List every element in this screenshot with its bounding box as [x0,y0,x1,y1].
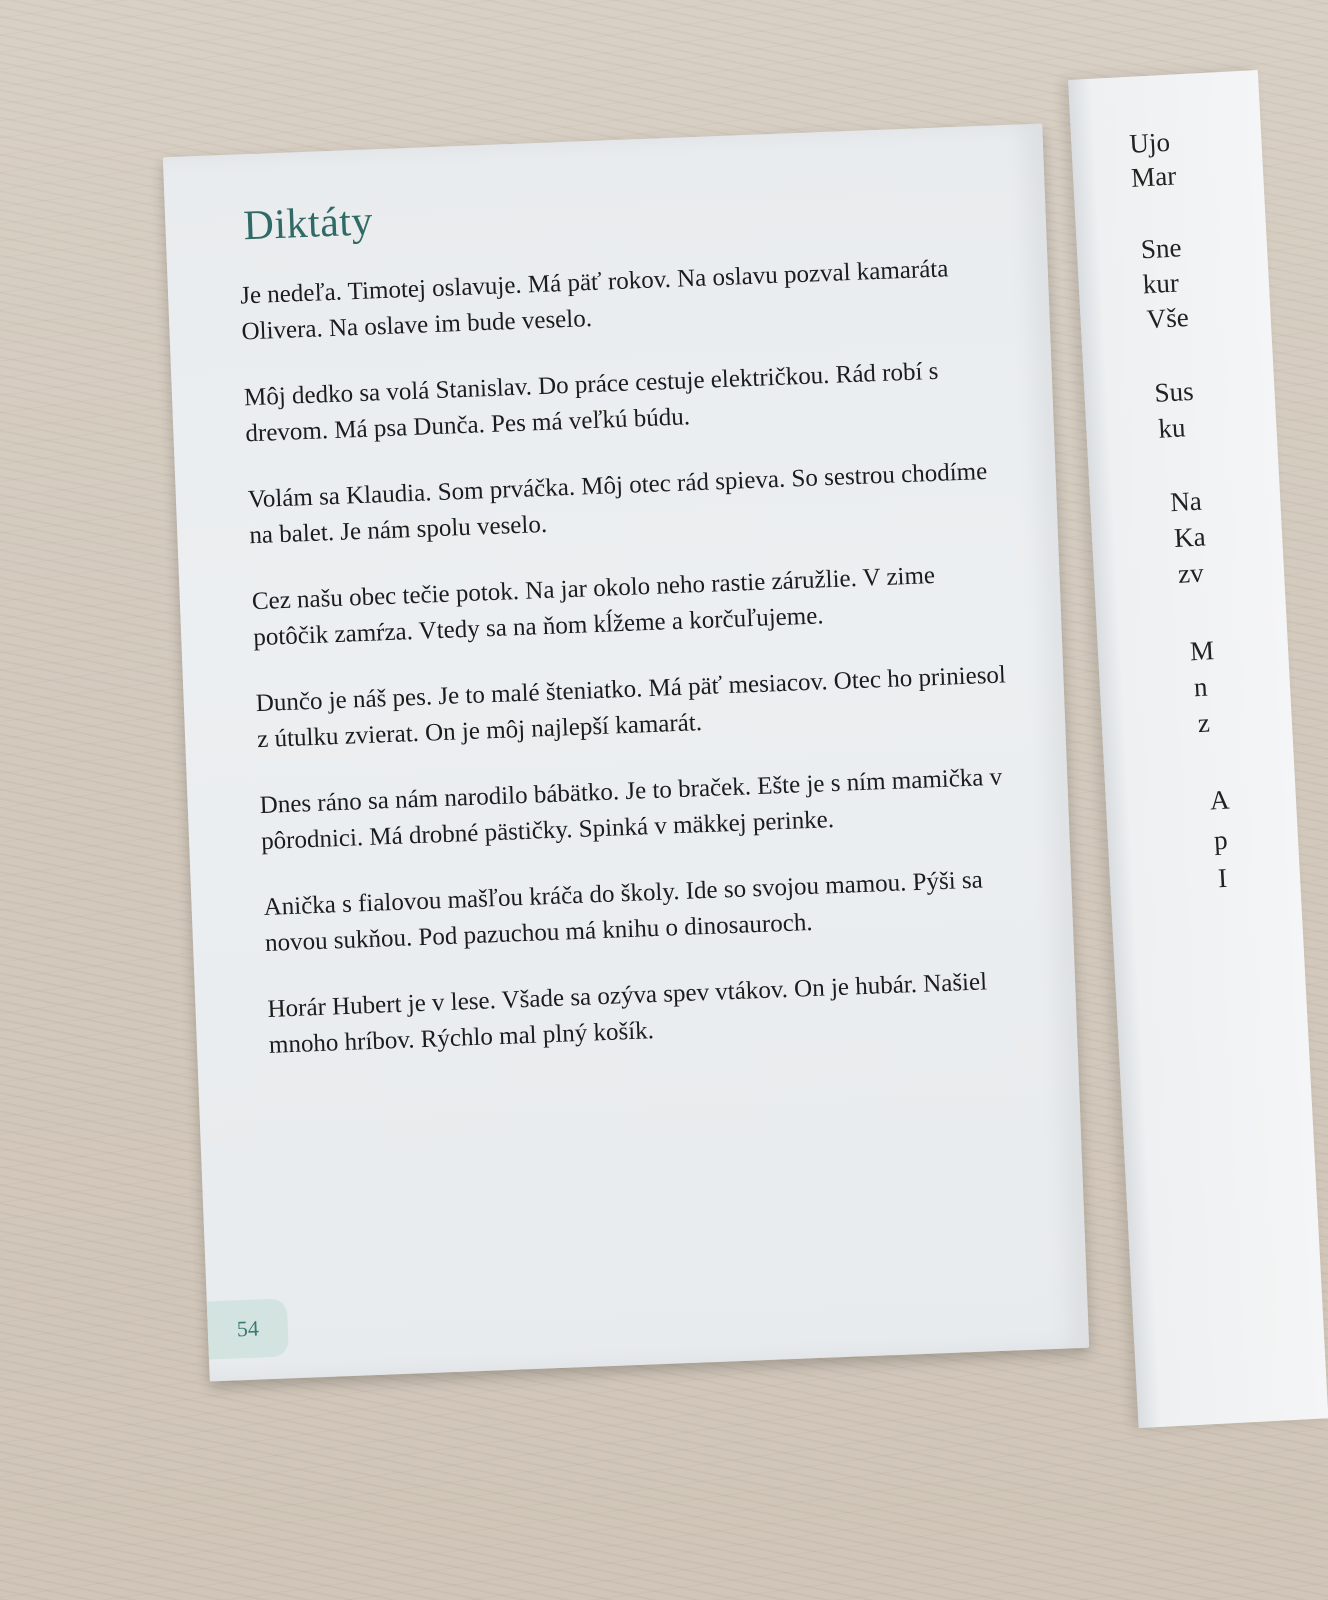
facing-page-fragment: p [1213,824,1229,856]
facing-page-fragment: Ka [1173,521,1207,554]
facing-page-fragment: Sus [1153,375,1195,408]
facing-page-fragment: n [1193,671,1209,703]
dictation-paragraph: Môj dedko sa volá Stanislav. Do práce cestuje električkou. Rád robí s drevom. Má psa Dunča. Pes má veľkú búdu. [243,357,939,448]
dictation-paragraph: Horár Hubert je v lese. Všade sa ozýva spev vtákov. On je hubár. Našiel mnoho hríbov. Rýchlo mal plný košík. [267,968,988,1059]
dictation-paragraph: Dnes ráno sa nám narodilo bábätko. Je to braček. Ešte je s ním mamička v pôrodnici. Má drobné pästičky. Spinká v mäkkej perinke. [259,763,1003,856]
facing-page-fragment: Ujo [1128,126,1171,159]
dictation-paragraph: Dunčo je náš pes. Je to malé šteniatko. Má päť mesiacov. Otec ho priniesol z útulku zvierat. On je môj najlepší kamarát. [255,661,1007,754]
dictation-list [240,249,1031,1094]
dictation-paragraph: Volám sa Klaudia. Som prváčka. Môj otec rád spieva. So sestrou chodíme na balet. Je nám spolu veselo. [247,457,988,550]
facing-page-fragment: Mar [1130,160,1177,193]
facing-page-fragment: z [1197,707,1211,739]
facing-page-fragment: Na [1169,485,1203,518]
facing-page-fragment: Vše [1145,302,1190,335]
facing-page-fragment: A [1209,784,1231,816]
book-page [163,124,1089,1382]
facing-page-fragment: I [1217,862,1228,894]
page-title: Diktáty [242,198,374,250]
facing-page-fragment: Sne [1140,232,1183,265]
facing-page-fragment: ku [1157,412,1187,444]
dictation-paragraph: Anička s fialovou mašľou kráča do školy. Ide so svojou mamou. Pýši sa novou sukňou. Pod pazuchou má knihu o dinosauroch. [263,866,984,957]
dictation-paragraph: Je nedeľa. Timotej oslavuje. Má päť rokov. Na oslavu pozval kamaráta Olivera. Na oslave im bude veselo. [239,255,949,346]
facing-page-fragment: M [1189,635,1215,667]
facing-page-fragment: zv [1177,557,1205,589]
page-number: 54 [236,1315,260,1342]
facing-page-fragment: kur [1142,267,1180,300]
page-number-tab [207,1298,289,1359]
dictation-paragraph: Cez našu obec tečie potok. Na jar okolo neho rastie záružlie. V zime potôčik zamŕza. Vtedy sa na ňom kĺžeme a korčuľujeme. [251,562,936,652]
facing-page [1068,70,1328,1428]
